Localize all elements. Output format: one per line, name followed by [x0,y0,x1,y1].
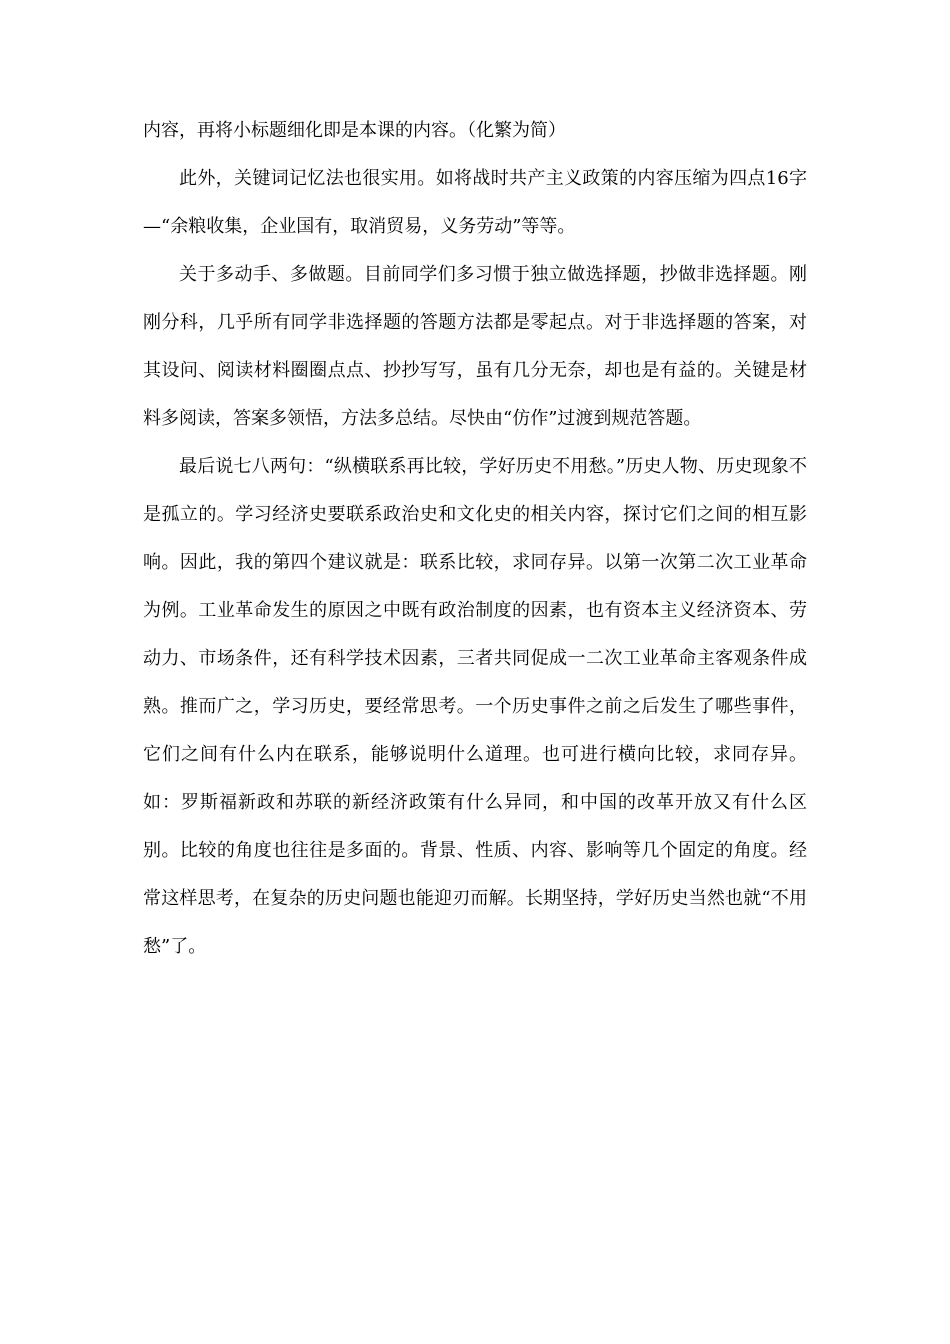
paragraph-comparison: 最后说七八两句：“纵横联系再比较，学好历史不用愁。”历史人物、历史现象不是孤立的。学习经济史要联系政治史和文化史的相关内容，探讨它们之间的相互影响。因此，我的第四个建议就是：联系比较，求同存异。以第一次第二次工业革命为例。工业革命发生的原因之中既有政治制度的因素，也有资本主义经济资本、劳动力、市场条件，还有科学技术因素，三者共同促成一二次工业革命主客观条件成熟。推而广之，学习历史，要经常思考。一个历史事件之前之后发生了哪些事件，它们之间有什么内在联系，能够说明什么道理。也可进行横向比较，求同存异。如：罗斯福新政和苏联的新经济政策有什么异同，和中国的改革开放又有什么区别。比较的角度也往往是多面的。背景、性质、内容、影响等几个固定的角度。经常这样思考，在复杂的历史问题也能迎刃而解。长期坚持，学好历史当然也就“不用愁”了。 [143,456,807,957]
paragraph-keyword-memory: 此外，关键词记忆法也很实用。如将战时共产主义政策的内容压缩为四点16字—“余粮收集，企业国有，取消贸易，义务劳动”等等。 [143,168,807,237]
document-body [143,107,807,971]
paragraph-continuation: 内容，再将小标题细化即是本课的内容。（化繁为简） [143,120,566,141]
paragraph-practice: 关于多动手、多做题。目前同学们多习惯于独立做选择题，抄做非选择题。刚刚分科，几乎所有同学非选择题的答题方法都是零起点。对于非选择题的答案，对其设问、阅读材料圈圈点点、抄抄写写，虽有几分无奈，却也是有益的。关键是材料多阅读，答案多领悟，方法多总结。尽快由“仿作”过渡到规范答题。 [143,264,807,429]
